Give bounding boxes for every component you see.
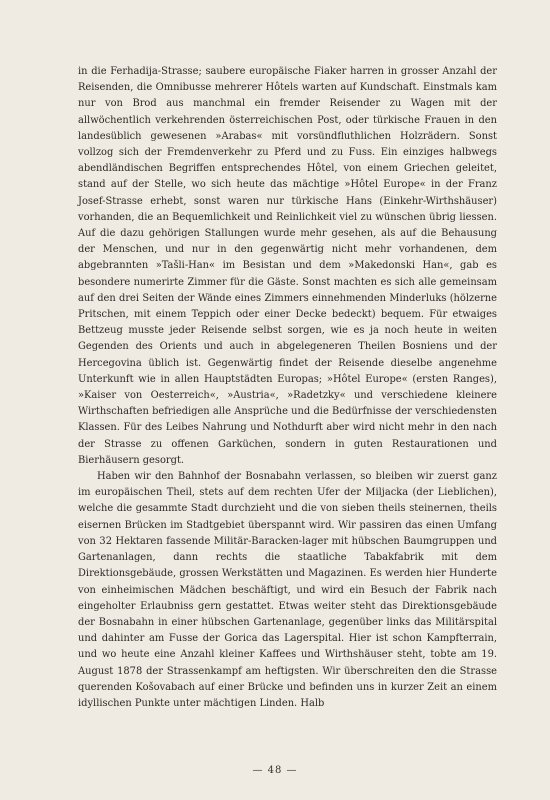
page-number: — 48 — (252, 765, 298, 776)
paragraph-2: Haben wir den Bahnhof der Bosnabahn verlassen, so bleiben wir zuerst ganz im europäischen Theil, stets auf dem rechten Ufer der Miljacka (der Lieblichen), welche die gesammte Stadt durchzieht und die von sieben theils steinernen, theils eisernen Brücken im Stadtgebiet überspannt wird. Wir passiren das einen Umfang von 32 Hektaren fassende Militär-Baracken-lager mit hübschen Baumgruppen und Gartenanlagen, dann rechts die staatliche Tabakfabrik mit dem Direktionsgebäude, grossen Werkstätten und Magazinen. Es werden hier Hunderte von einheimischen Mädchen beschäftigt, und wird ein Besuch der Fabrik nach eingeholter Erlaubniss gern gestattet. Etwas weiter steht das Direktionsgebäude der Bosnabahn in einer hübschen Gartenanlage, gegenüber links das Militärspital und dahinter am Fusse der Gorica das Lagerspital. Hier ist schon Kampfterrain, und wo heute eine Anzahl kleiner Kaffees und Wirthshäuser steht, tobte am 19. August 1878 der Strassenkampf am heftigsten. Wir überschreiten den die Strasse querenden Košovabach auf einer Brücke und befinden uns in kurzer Zeit an einem idyllischen Punkte unter mächtigen Linden. Halb (78, 471, 497, 709)
paragraph-1: in die Ferhadija-Strasse; saubere europäische Fiaker harren in grosser Anzahl der Reisenden, die Omnibusse mehrerer Hôtels warten auf Kundschaft. Einstmals kam nur von Brod aus manchmal ein fremder Reisender zu Wagen mit der allwöchentlich verkehrenden österreichischen Post, oder türkische Frauen in den landesüblich gewesenen »Arabas« mit vorsündfluthlichen Holzrädern. Sonst vollzog sich der Fremdenverkehr zu Pferd und zu Fuss. Ein einziges halbwegs abendländischen Begriffen entsprechendes Hôtel, von einem Griechen geleitet, stand auf der Stelle, wo sich heute das mächtige »Hôtel Europe« in der Franz Josef-Strasse erhebt, sonst waren nur türkische Hans (Einkehr-Wirthshäuser) vorhanden, die an Bequemlichkeit und Reinlichkeit viel zu wünschen übrig liessen. Auf die dazu gehörigen Stallungen wurde mehr gesehen, als auf die Behausung der Menschen, und nur in den gegenwärtig nicht mehr vorhandenen, dem abgebrannten »Tašli-Han« im Besistan und dem »Makedonski Han«, gab es besondere numerirte Zimmer für die Gäste. Sonst machten es sich alle gemeinsam auf den drei Seiten der Wände eines Zimmers einnehmenden Minderluks (hölzerne Pritschen, mit einem Teppich oder einer Decke bedeckt) bequem. Für etwaiges Bettzeug musste jeder Reisende selbst sorgen, wie es ja noch heute in weiten Gegenden des Orients und auch in abgelegeneren Theilen Bosniens und der Hercegovina üblich ist. Gegenwärtig findet der Reisende dieselbe angenehme Unterkunft wie in allen Hauptstädten Europas; »Hôtel Europe« (ersten Ranges), »Kaiser von Oesterreich«, »Austria«, »Radetzky« und verschiedene kleinere Wirthschaften befriedigen alle Ansprüche und die Bedürfnisse der verschiedensten Klassen. Für des Leibes Nahrung und Nothdurft aber wird nicht mehr in den nach der Strasse zu offenen Garküchen, sondern in guten Restaurationen und Bierhäusern gesorgt. (78, 66, 497, 466)
body-text (78, 64, 497, 712)
